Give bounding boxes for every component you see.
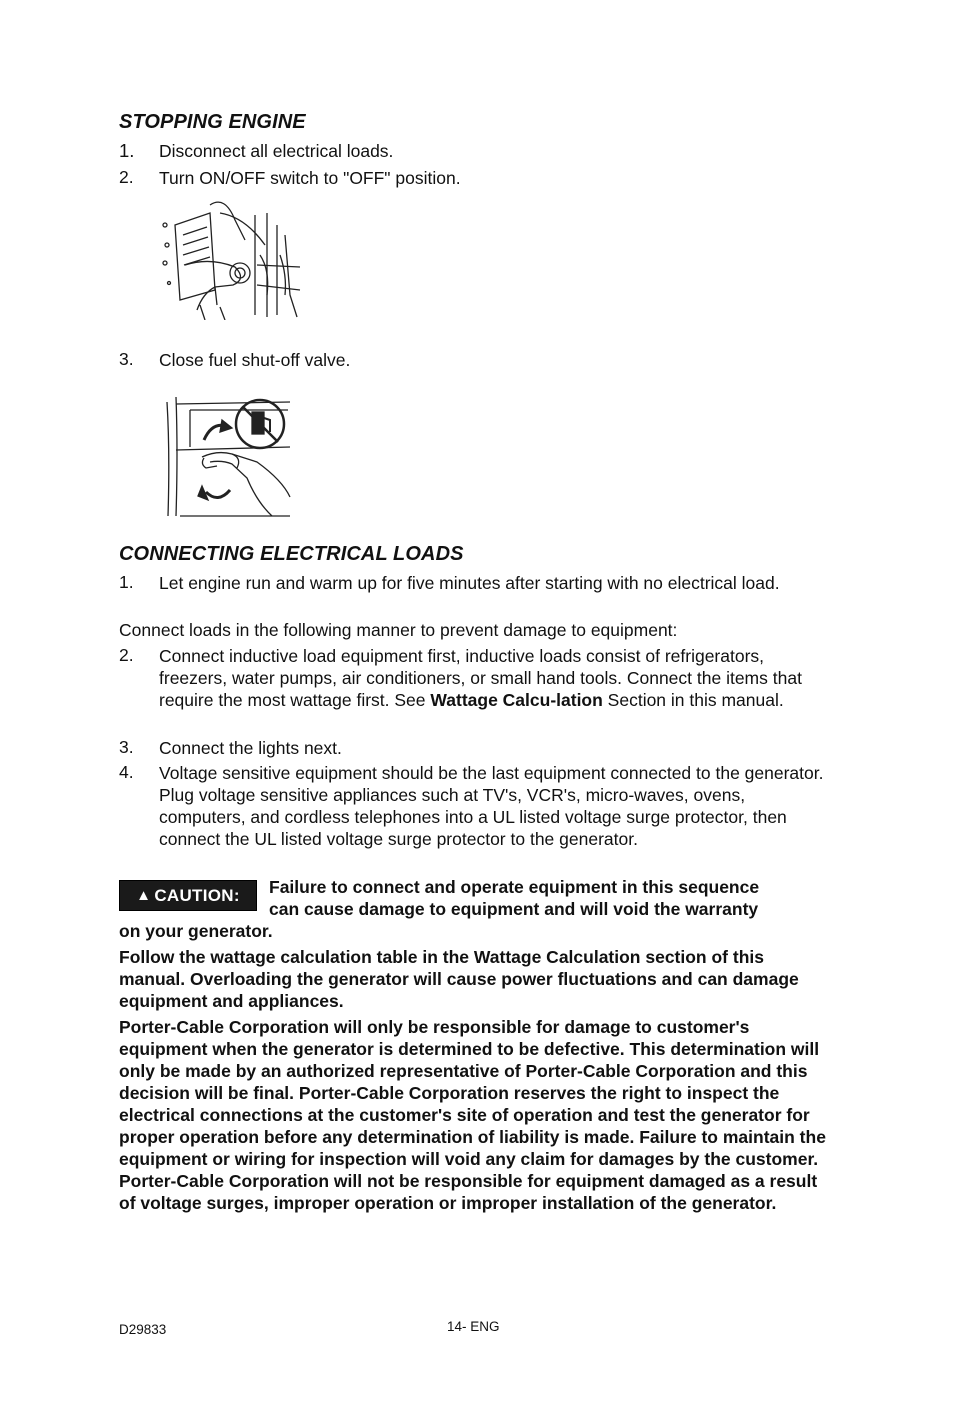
fuel-shutoff-valve-illustration <box>162 392 294 518</box>
step-number: 1. <box>119 572 134 592</box>
caution-text-line: Failure to connect and operate equipment in this sequence <box>269 877 760 897</box>
stopping-engine-heading: STOPPING ENGINE <box>119 111 306 133</box>
caution-text-line: on your generator. <box>119 921 273 941</box>
on-off-switch-illustration <box>155 195 305 320</box>
step-number: 1. <box>119 140 135 161</box>
document-number: D29833 <box>119 1322 167 1337</box>
step-text: Connect inductive load equipment first, inductive loads consist of refrigerators, freezers, water pumps, air conditioners, or small hand tools. Connect the items that require the most wattage first. See Wattage Calcu-lation Section in this manual. <box>159 646 802 710</box>
step-number: 3. <box>119 737 134 757</box>
step-number: 2. <box>119 645 134 665</box>
intro-text: Connect loads in the following manner to prevent damage to equipment: <box>119 620 678 640</box>
liability-paragraph: Porter-Cable Corporation will only be responsible for damage to customer's equipment when the generator is determined to be defective. This determination will only be made by an authorized representative of Porter-Cable Corporation and this decision will be final. Porter-Cable Corporation reserves the right to inspect the electrical connections at the customer's site of operation and test the generator for proper operation before any determination of liability is made. Failure to maintain the equipment or wiring for inspection will void any claim for damages by the customer. Porter-Cable Corporation will not be responsible for equipment damaged as a result of voltage surges, improper operation or improper installation of the generator. <box>119 1017 826 1213</box>
connecting-loads-heading: CONNECTING ELECTRICAL LOADS <box>119 543 464 565</box>
step-text: Close fuel shut-off valve. <box>159 350 351 370</box>
step-text: Disconnect all electrical loads. <box>159 141 394 161</box>
step-text: Turn ON/OFF switch to "OFF" position. <box>159 168 461 188</box>
wattage-calculation-reference: Wattage Calcu-lation <box>430 690 603 710</box>
step-number: 3. <box>119 349 134 369</box>
step-text: Connect the lights next. <box>159 738 342 758</box>
wattage-paragraph: Follow the wattage calculation table in the Wattage Calculation section of this manual. Overloading the generator will cause power fluctuations and can damage equipment and appliances. <box>119 947 799 1011</box>
step-text: Let engine run and warm up for five minutes after starting with no electrical load. <box>159 573 780 593</box>
step-number: 2. <box>119 167 134 187</box>
page-number: 14- ENG <box>447 1319 500 1334</box>
caution-text-line: can cause damage to equipment and will void the warranty <box>269 899 759 919</box>
caution-badge: ▲ CAUTION: <box>119 880 257 911</box>
warning-triangle-icon: ▲ <box>136 887 152 904</box>
step-text: Voltage sensitive equipment should be the last equipment connected to the generator. Plug voltage sensitive appliances such at TV's, VCR's, micro-waves, ovens, computers, and cordless telephones into a UL listed voltage surge protector, then connect the UL listed voltage surge protector to the generator. <box>159 763 824 849</box>
step-number: 4. <box>119 762 134 782</box>
